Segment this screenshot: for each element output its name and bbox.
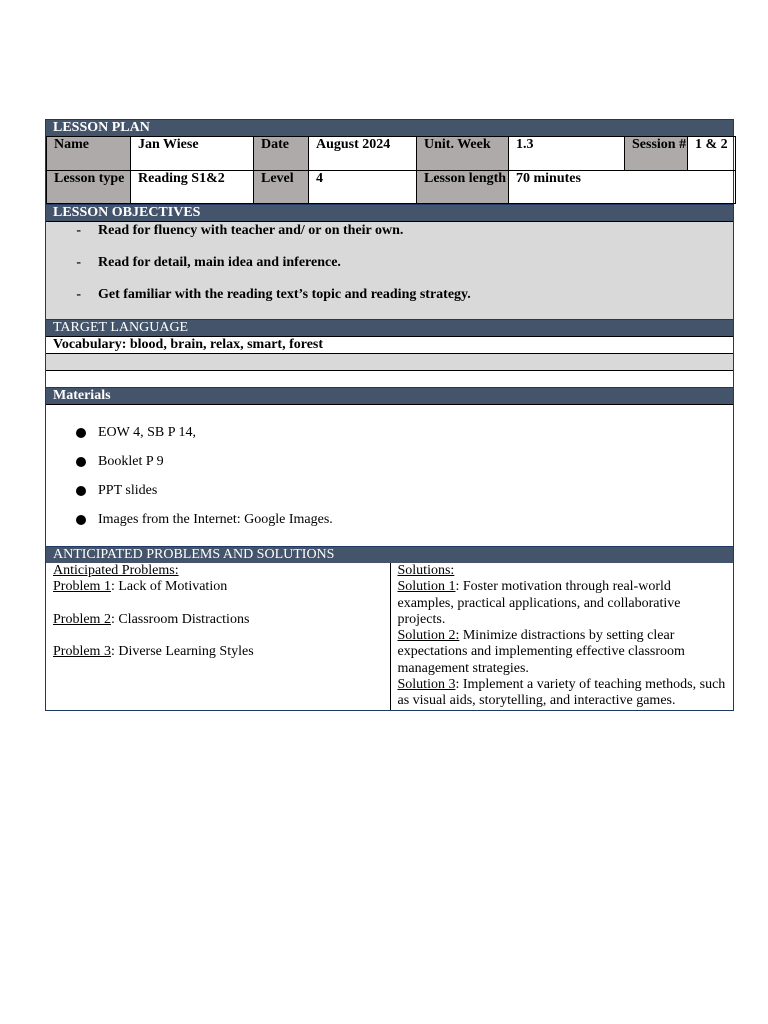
problems-solutions-table [46, 563, 735, 710]
dash-marker: - [76, 223, 81, 238]
solution-text: : Foster motivation through real-world examples, practical applications, and collaborative projects. [397, 579, 681, 627]
unit-week-label: Unit. Week [417, 137, 509, 171]
name-value: Jan Wiese [131, 137, 254, 171]
solution-text: Minimize distractions by setting clear expectations and implementing effective classroom management strategies. [397, 628, 685, 676]
objective-item [46, 222, 733, 239]
material-text: Images from the Internet: Google Images. [98, 512, 333, 527]
material-text: Booklet P 9 [98, 454, 164, 469]
level-value: 4 [309, 171, 417, 204]
problems-solutions-header [46, 546, 733, 563]
problems-column [46, 563, 390, 710]
blank-row [46, 353, 733, 370]
solution-item [398, 677, 729, 710]
name-label: Name [47, 137, 131, 171]
materials-list [46, 404, 733, 546]
lesson-type-value: Reading S1&2 [131, 171, 254, 204]
target-language-header [46, 319, 733, 336]
session-value: 1 & 2 [688, 137, 736, 171]
lesson-plan-title: LESSON PLAN [46, 120, 733, 136]
unit-week-value: 1.3 [509, 137, 625, 171]
level-label: Level [254, 171, 309, 204]
solution-label: Solution 2: [397, 628, 460, 644]
date-value: August 2024 [309, 137, 417, 171]
objective-item [46, 254, 733, 271]
info-row-1 [47, 137, 736, 171]
problem-label: Problem 3 [53, 643, 111, 659]
problem-item [53, 579, 383, 595]
solution-item [398, 579, 729, 628]
lesson-length-value: 70 minutes [509, 171, 736, 204]
bullet-icon [46, 457, 98, 467]
objectives-list [46, 221, 733, 319]
materials-header: Materials [46, 387, 733, 404]
blank-row [46, 370, 733, 387]
objectives-header: LESSON OBJECTIVES [46, 204, 733, 221]
lesson-plan-document [45, 119, 734, 711]
lesson-info-table [46, 136, 736, 204]
solution-label: Solution 3 [397, 677, 456, 693]
bullet-icon [46, 515, 98, 525]
info-row-2 [47, 171, 736, 204]
material-item [46, 424, 733, 442]
problem-label: Problem 1 [53, 579, 111, 595]
material-text: EOW 4, SB P 14, [98, 425, 197, 440]
problem-text: : Diverse Learning Styles [110, 643, 254, 659]
solutions-heading: Solutions: [397, 563, 455, 578]
solution-item [398, 628, 729, 677]
lesson-length-label: Lesson length [417, 171, 509, 204]
problem-label: Problem 2 [53, 611, 111, 627]
dash-marker: - [76, 287, 81, 302]
objective-item [46, 286, 733, 303]
bullet-icon [46, 486, 98, 496]
problem-item [53, 644, 383, 660]
problem-text: : Classroom Distractions [110, 611, 250, 627]
material-text: PPT slides [98, 483, 158, 498]
dash-marker: - [76, 255, 81, 270]
date-label: Date [254, 137, 309, 171]
objective-text: Read for detail, main idea and inference. [98, 255, 341, 270]
vocabulary-line: Vocabulary: blood, brain, relax, smart, forest [46, 336, 733, 353]
session-label: Session # [625, 137, 688, 171]
problems-heading: Anticipated Problems: [53, 563, 179, 578]
objective-text: Get familiar with the reading text’s topic and reading strategy. [98, 287, 471, 302]
material-item [46, 482, 733, 500]
problem-text: : Lack of Motivation [110, 579, 228, 595]
solutions-column [390, 563, 735, 710]
material-item [46, 511, 733, 529]
problem-item [53, 612, 383, 628]
objective-text: Read for fluency with teacher and/ or on their own. [98, 223, 404, 238]
lesson-type-label: Lesson type [47, 171, 131, 204]
material-item [46, 453, 733, 471]
solution-label: Solution 1 [397, 579, 456, 595]
solution-text: : Implement a variety of teaching methods, such as visual aids, storytelling, and interactive games. [397, 677, 726, 709]
bullet-icon [46, 428, 98, 438]
problems-solutions-title: ANTICIPATED PROBLEMS AND SOLUTIONS [53, 547, 335, 562]
target-language-title: TARGET LANGUAGE [53, 320, 189, 335]
